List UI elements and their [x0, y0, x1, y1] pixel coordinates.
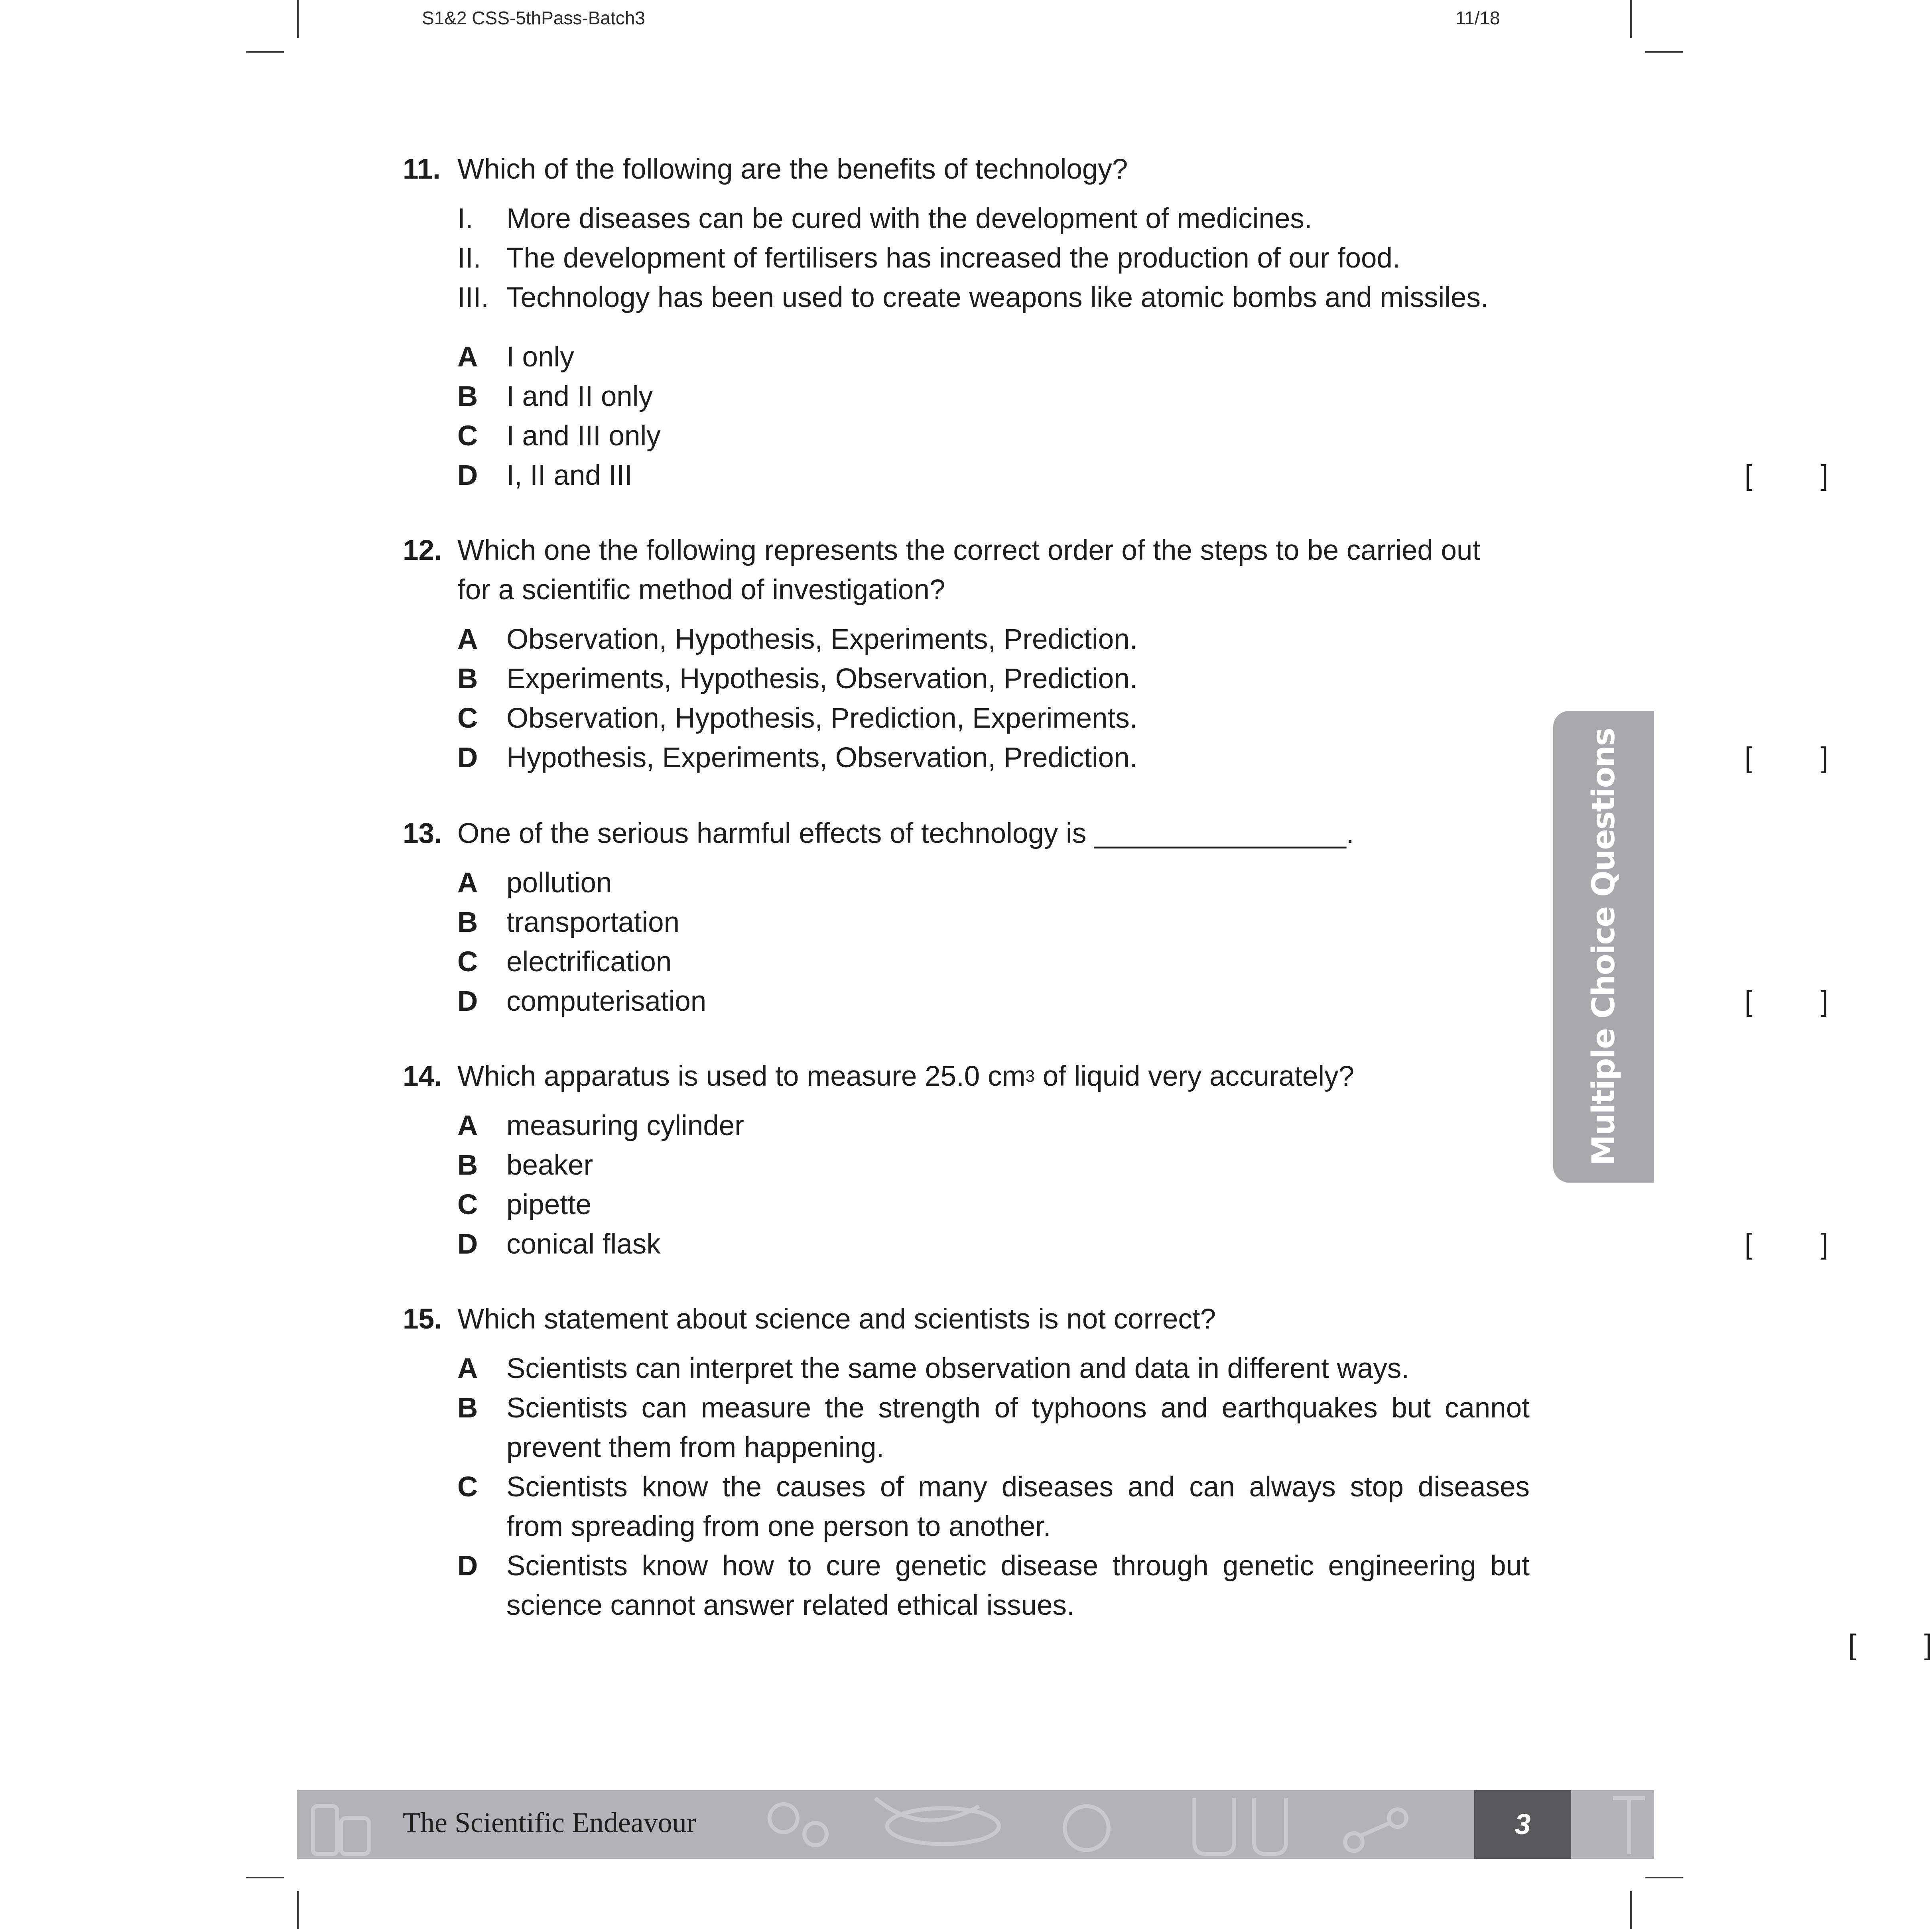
option-text: Hypothesis, Experiments, Observation, Prediction. — [506, 742, 1138, 774]
section-tab-label: Multiple Choice Questions — [1585, 728, 1622, 1165]
option-text: Observation, Hypothesis, Experiments, Prediction. — [506, 624, 1138, 655]
question-text-after: of liquid very accurately? — [1035, 1061, 1355, 1092]
question-13 — [403, 814, 1828, 1021]
question-11 — [403, 150, 1828, 495]
option-text-line-2: prevent them from happening. — [506, 1432, 884, 1463]
option-letter: A — [457, 867, 478, 899]
crop-mark — [297, 1891, 299, 1929]
option-letter: B — [457, 1150, 478, 1181]
page-number: 3 — [1474, 1790, 1571, 1859]
option-letter: D — [457, 1228, 478, 1260]
crop-mark — [1630, 0, 1632, 38]
option-letter: A — [457, 624, 478, 655]
option-letter: A — [457, 1353, 478, 1384]
option-item — [403, 699, 1527, 738]
bracket-left: [ — [1848, 1629, 1856, 1661]
option-item — [403, 863, 1527, 903]
answer-row — [403, 1625, 1932, 1665]
option-item — [403, 1146, 1527, 1185]
question-stem — [403, 1299, 1527, 1339]
option-item — [403, 982, 1828, 1021]
option-item — [403, 377, 1527, 416]
statement-text: More diseases can be cured with the development of medicines. — [506, 203, 1312, 234]
option-text-line-2: science cannot answer related ethical issues. — [506, 1590, 1075, 1621]
option-item — [403, 1224, 1828, 1264]
footer-band — [297, 1790, 1654, 1859]
option-letter: B — [457, 381, 478, 412]
option-text: electrification — [506, 946, 672, 978]
crop-mark — [246, 51, 284, 53]
question-number: 11. — [403, 154, 441, 185]
option-letter: D — [457, 1550, 478, 1582]
question-text — [457, 1061, 1354, 1092]
option-letter: A — [457, 1110, 478, 1142]
bracket-right: ] — [1820, 986, 1828, 1017]
question-15 — [403, 1299, 1932, 1665]
option-text: transportation — [506, 907, 680, 938]
question-14 — [403, 1057, 1828, 1264]
option-text: Experiments, Hypothesis, Observation, Prediction. — [506, 663, 1138, 695]
question-stem — [403, 150, 1527, 189]
question-text: One of the serious harmful effects of technology is ________________. — [457, 818, 1354, 849]
crop-mark — [297, 0, 299, 38]
option-letter: C — [457, 1189, 478, 1220]
option-letter: C — [457, 420, 478, 452]
option-text-line-1: Scientists know the causes of many diseases and can always stop diseases — [506, 1471, 1530, 1503]
option-item — [403, 659, 1527, 699]
crop-mark — [1645, 1877, 1683, 1878]
question-number: 14. — [403, 1061, 442, 1092]
option-text: computerisation — [506, 986, 707, 1017]
statement-item — [403, 199, 1527, 238]
option-text: I, II and III — [506, 460, 632, 491]
question-text: Which of the following are the benefits of technology? — [457, 154, 1128, 185]
bracket-left: [ — [1745, 460, 1753, 491]
question-stem — [403, 570, 1527, 610]
bracket-right: ] — [1924, 1629, 1932, 1661]
option-letter: B — [457, 1392, 478, 1424]
option-item — [403, 738, 1828, 778]
question-text: Which statement about science and scientists is not correct? — [457, 1303, 1216, 1335]
option-item — [403, 1388, 1530, 1467]
question-stem — [403, 1057, 1527, 1096]
option-text: I and II only — [506, 381, 653, 412]
option-item — [403, 337, 1527, 377]
option-text: measuring cylinder — [506, 1110, 744, 1142]
option-text-line-1: Scientists can measure the strength of typhoons and earthquakes but cannot — [506, 1392, 1530, 1424]
option-text: conical flask — [506, 1228, 661, 1260]
option-letter: A — [457, 341, 478, 373]
bracket-right: ] — [1820, 1228, 1828, 1260]
option-letter: D — [457, 460, 478, 491]
file-label: S1&2 CSS-5thPass-Batch3 — [422, 8, 645, 28]
bracket-left: [ — [1745, 742, 1753, 774]
statement-text: Technology has been used to create weapons like atomic bombs and missiles. — [506, 282, 1489, 313]
option-text: I only — [506, 341, 574, 373]
question-12 — [403, 531, 1828, 778]
option-text: Observation, Hypothesis, Prediction, Experiments. — [506, 703, 1138, 734]
option-letter: B — [457, 663, 478, 695]
bracket-left: [ — [1745, 1228, 1753, 1260]
question-stem — [403, 814, 1527, 853]
bracket-left: [ — [1745, 986, 1753, 1017]
statement-item — [403, 278, 1527, 317]
option-item — [403, 416, 1527, 456]
option-letter: C — [457, 946, 478, 978]
footer-title: The Scientific Endeavour — [403, 1807, 696, 1838]
option-text: pollution — [506, 867, 612, 899]
question-text-before: Which apparatus is used to measure 25.0 cm — [457, 1061, 1026, 1092]
question-stem — [403, 531, 1527, 570]
option-text-line-1: Scientists know how to cure genetic disease through genetic engineering but — [506, 1550, 1530, 1582]
option-letter: D — [457, 742, 478, 774]
option-text-line-2: from spreading from one person to another. — [506, 1511, 1051, 1542]
option-item — [403, 903, 1527, 942]
option-item — [403, 942, 1527, 982]
question-number: 12. — [403, 535, 442, 566]
option-text: beaker — [506, 1150, 593, 1181]
option-text: I and III only — [506, 420, 661, 452]
option-item — [403, 456, 1828, 495]
option-letter: B — [457, 907, 478, 938]
option-item — [403, 1349, 1527, 1388]
page-counter: 11/18 — [1455, 8, 1500, 28]
question-text-line-1: Which one the following represents the correct order of the steps to be carried out — [457, 535, 1481, 566]
superscript-exponent: 3 — [1025, 1067, 1035, 1085]
question-number: 13. — [403, 818, 442, 849]
option-text: pipette — [506, 1189, 592, 1220]
option-item — [403, 1185, 1527, 1224]
option-item — [403, 1106, 1527, 1146]
option-letter: C — [457, 703, 478, 734]
statement-label: I. — [457, 203, 473, 234]
statement-item — [403, 238, 1527, 278]
option-text: Scientists can interpret the same observation and data in different ways. — [506, 1353, 1410, 1384]
option-item — [403, 620, 1527, 659]
statement-text: The development of fertilisers has increased the production of our food. — [506, 242, 1400, 274]
option-letter: D — [457, 986, 478, 1017]
statement-label: II. — [457, 242, 481, 274]
crop-mark — [246, 1877, 284, 1878]
option-item — [403, 1467, 1530, 1546]
crop-mark — [1630, 1891, 1632, 1929]
option-letter: C — [457, 1471, 478, 1503]
option-item — [403, 1546, 1530, 1625]
bracket-right: ] — [1820, 742, 1828, 774]
bracket-right: ] — [1820, 460, 1828, 491]
section-side-tab — [1553, 711, 1654, 1183]
crop-mark — [1645, 51, 1683, 53]
question-number: 15. — [403, 1303, 442, 1335]
question-text-line-2: for a scientific method of investigation? — [457, 574, 945, 606]
statement-label: III. — [457, 282, 489, 313]
